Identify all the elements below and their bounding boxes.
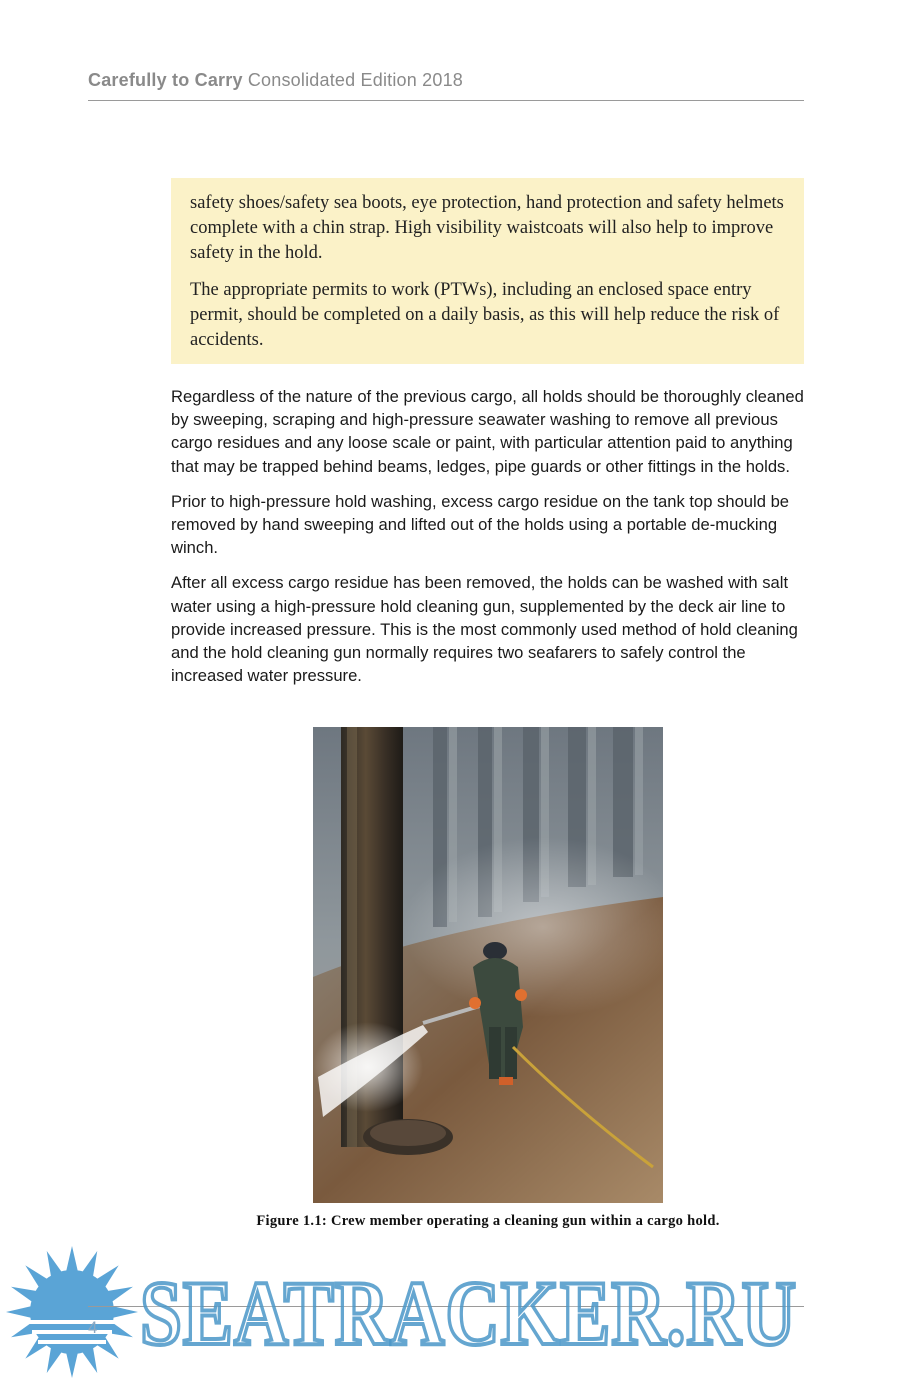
watermark-text: SEATRACKER.RU xyxy=(140,1262,797,1364)
body-paragraph: After all excess cargo residue has been removed, the holds can be washed with salt water using a high-pressure hold cleaning gun, supplemented by the deck air line to provide increased pressure. This is the most commonly used method of hold cleaning and the hold cleaning gun normally requires two seafarers to safely control the increased water pressure. xyxy=(171,573,798,686)
header-title-bold: Carefully to Carry xyxy=(88,70,243,90)
hold-cleaning-illustration xyxy=(313,727,663,1203)
header-divider xyxy=(88,100,804,101)
body-paragraph: Prior to high-pressure hold washing, excess cargo residue on the tank top should be removed by hand sweeping and lifted out of the holds using a portable de-mucking winch. xyxy=(171,491,790,558)
page-number: 4 xyxy=(88,1318,98,1337)
callout-paragraph: The appropriate permits to work (PTWs), including an enclosed space entry permit, should be completed on a daily basis, as this will help reduce the risk of accidents. xyxy=(190,280,780,350)
body-paragraph: Regardless of the nature of the previous cargo, all holds should be thoroughly cleaned by sweeping, scraping and high-pressure seawater washing to remove all previous cargo residues and any loose scale or paint, with particular attention paid to anything that may be trapped behind beams, ledges, pipe guards or other fittings in the holds. xyxy=(171,387,804,476)
safety-callout-box xyxy=(171,178,804,364)
header-title-rest: Consolidated Edition 2018 xyxy=(242,70,464,90)
figure-caption: Figure 1.1: Crew member operating a cleaning gun within a cargo hold. xyxy=(256,1213,720,1229)
cargo-hold-photo xyxy=(313,727,663,1203)
body-text xyxy=(171,385,811,699)
running-header xyxy=(88,70,804,91)
callout-paragraph: safety shoes/safety sea boots, eye protection, hand protection and safety helmets complete with a chin strap. High visibility waistcoats will also help to improve safety in the hold. xyxy=(190,193,784,263)
